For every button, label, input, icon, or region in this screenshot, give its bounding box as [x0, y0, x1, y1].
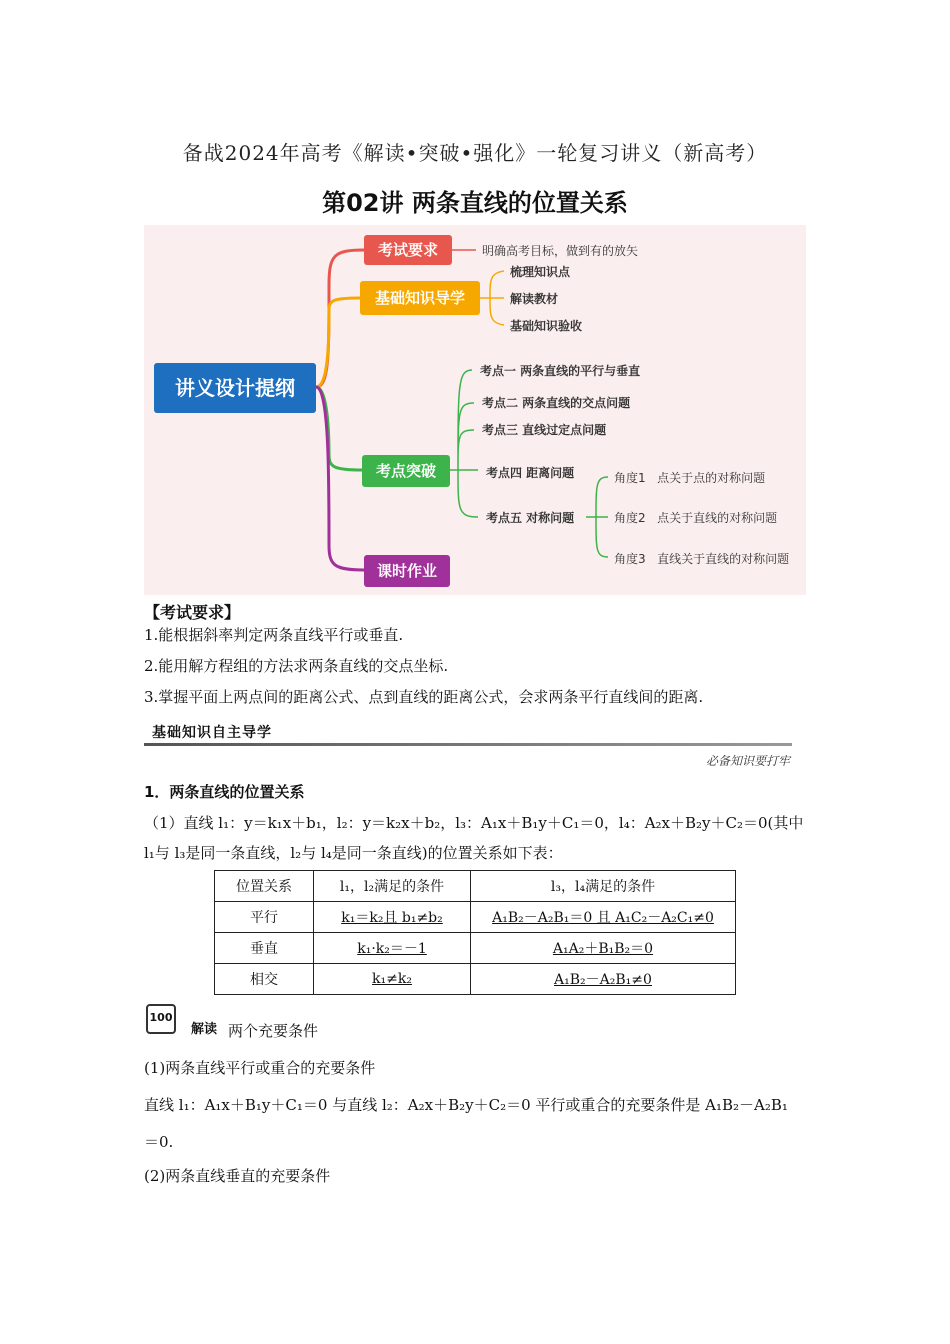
angle-tag: 角度1: [614, 471, 646, 485]
knowledge-item: 梳理知识点: [510, 265, 571, 279]
table-cell: A₁B₂－A₂B₁≠0: [471, 964, 736, 995]
lecture-title: 第02讲 两条直线的位置关系: [322, 189, 628, 217]
table-header-row: [215, 871, 736, 902]
branch-basic-knowledge: 基础知识导学: [360, 281, 480, 315]
intro-line: （1）直线 l₁：y＝k₁x＋b₁，l₂：y＝k₂x＋b₂，l₃：A₁x＋B₁y＋C₁＝0，l₄：A₂x＋B₂y＋C₂＝0(其中: [144, 814, 804, 832]
table-header: l₁，l₂满足的条件: [314, 871, 471, 902]
table-cell: k₁·k₂＝－1: [314, 933, 471, 964]
series-title: 备战2024年高考《解读•突破•强化》一轮复习讲义（新高考）: [182, 141, 768, 165]
angle-item: [614, 509, 777, 526]
angle-item: [614, 469, 765, 486]
branch-homework: 课时作业: [364, 555, 450, 587]
interpretation-title: 两个充要条件: [228, 1022, 319, 1040]
section-banner: [144, 718, 792, 772]
section-heading: 1．两条直线的位置关系: [144, 783, 305, 801]
table-cell: k₁≠k₂: [314, 964, 471, 995]
angle-item: [614, 550, 789, 567]
table-cell: 垂直: [215, 933, 314, 964]
angle-text: 直线关于直线的对称问题: [657, 552, 790, 566]
banner-divider: [144, 743, 792, 746]
key-point-item: 考点三 直线过定点问题: [482, 423, 607, 437]
knowledge-item: 基础知识验收: [510, 319, 583, 333]
table-cell: 平行: [215, 902, 314, 933]
requirement-note: 明确高考目标，做到有的放矢: [482, 244, 639, 258]
key-point-item: 考点二 两条直线的交点问题: [482, 396, 631, 410]
key-point-item: 考点四 距离问题: [486, 466, 575, 480]
intro-line: l₁与 l₃是同一条直线，l₂与 l₄是同一条直线)的位置关系如下表：: [144, 844, 563, 862]
table-row: [215, 933, 736, 964]
angle-text: 点关于直线的对称问题: [657, 511, 778, 525]
table-row: [215, 902, 736, 933]
angle-text: 点关于点的对称问题: [657, 471, 766, 485]
outline-mindmap: [144, 225, 806, 595]
knowledge-item: 解读教材: [510, 292, 559, 306]
key-point-item: 考点五 对称问题: [486, 511, 575, 525]
angle-tag: 角度2: [614, 511, 646, 525]
angle-tag: 角度3: [614, 552, 646, 566]
table-header: l₃，l₄满足的条件: [471, 871, 736, 902]
relation-table: [214, 870, 736, 995]
banner-subtitle: 必备知识要打牢: [705, 754, 790, 768]
table-header: 位置关系: [215, 871, 314, 902]
table-cell: A₁B₂－A₂B₁＝0 且 A₁C₂－A₂C₁≠0: [471, 902, 736, 933]
requirement-item: 3.掌握平面上两点间的距离公式、点到直线的距离公式，会求两条平行直线间的距离.: [144, 688, 704, 706]
paragraph: (1)两条直线平行或重合的充要条件: [144, 1059, 376, 1077]
requirements-heading: 【考试要求】: [144, 603, 241, 622]
score-100-icon: 100: [146, 1004, 176, 1034]
paragraph: 直线 l₁：A₁x＋B₁y＋C₁＝0 与直线 l₂：A₂x＋B₂y＋C₂＝0 平行或重合的充要条件是 A₁B₂－A₂B₁: [144, 1096, 788, 1114]
table-cell: 相交: [215, 964, 314, 995]
table-cell: k₁＝k₂且 b₁≠b₂: [314, 902, 471, 933]
paragraph: ＝0.: [144, 1133, 174, 1151]
requirement-item: 2.能用解方程组的方法求两条直线的交点坐标.: [144, 657, 449, 675]
interpretation-label: 解读: [191, 1022, 218, 1037]
paragraph: (2)两条直线垂直的充要条件: [144, 1167, 331, 1185]
banner-title: 基础知识自主导学: [152, 725, 272, 741]
mindmap-root: 讲义设计提纲: [154, 363, 316, 413]
branch-key-points: 考点突破: [362, 455, 450, 487]
key-point-item: 考点一 两条直线的平行与垂直: [480, 364, 641, 378]
requirement-item: 1.能根据斜率判定两条直线平行或垂直.: [144, 626, 404, 644]
table-row: [215, 964, 736, 995]
table-cell: A₁A₂＋B₁B₂＝0: [471, 933, 736, 964]
branch-exam-requirements: 考试要求: [364, 235, 452, 265]
